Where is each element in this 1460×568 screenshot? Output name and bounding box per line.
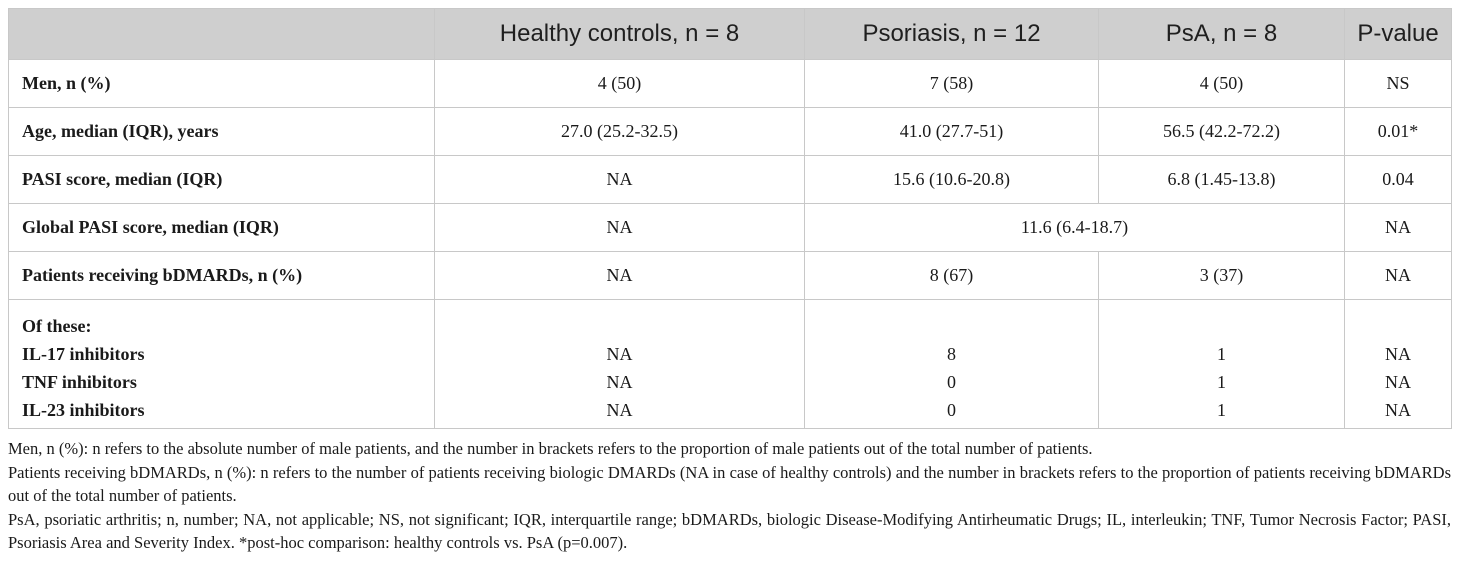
subgroup-psa-cell bbox=[1099, 300, 1345, 429]
table-container bbox=[8, 8, 1451, 555]
cell-psa: 56.5 (42.2-72.2) bbox=[1099, 108, 1345, 156]
table-row-global-pasi bbox=[9, 204, 1452, 252]
cell-healthy: 27.0 (25.2-32.5) bbox=[435, 108, 805, 156]
cell-psoriasis: 8 bbox=[947, 344, 956, 364]
table-row-bdmards bbox=[9, 252, 1452, 300]
header-cell-p-value: P-value bbox=[1345, 9, 1452, 60]
header-cell-psa: PsA, n = 8 bbox=[1099, 9, 1345, 60]
cell-p-value: NA bbox=[1385, 400, 1411, 420]
cell-psoriasis-psa-merged: 11.6 (6.4-18.7) bbox=[805, 204, 1345, 252]
cell-p-value: NA bbox=[1345, 252, 1452, 300]
row-label: Global PASI score, median (IQR) bbox=[9, 204, 435, 252]
cell-psoriasis: 0 bbox=[947, 372, 956, 392]
header-row bbox=[9, 9, 1452, 60]
cell-psa: 1 bbox=[1217, 400, 1226, 420]
cell-psa: 1 bbox=[1217, 372, 1226, 392]
row-label: Age, median (IQR), years bbox=[9, 108, 435, 156]
patient-characteristics-table bbox=[8, 8, 1452, 429]
subgroup-labels bbox=[9, 300, 435, 429]
cell-psa: 1 bbox=[1217, 344, 1226, 364]
cell-psoriasis: 8 (67) bbox=[805, 252, 1099, 300]
cell-psoriasis: 7 (58) bbox=[805, 60, 1099, 108]
subgroup-label-il17: IL-17 inhibitors bbox=[22, 344, 145, 364]
cell-psa: 3 (37) bbox=[1099, 252, 1345, 300]
row-label: PASI score, median (IQR) bbox=[9, 156, 435, 204]
cell-healthy: NA bbox=[606, 400, 633, 420]
table-row-pasi bbox=[9, 156, 1452, 204]
subgroup-label-il23: IL-23 inhibitors bbox=[22, 400, 145, 420]
cell-psa: 6.8 (1.45-13.8) bbox=[1099, 156, 1345, 204]
cell-p-value: NS bbox=[1345, 60, 1452, 108]
subgroup-label-tnf: TNF inhibitors bbox=[22, 372, 137, 392]
cell-p-value: 0.01* bbox=[1345, 108, 1452, 156]
cell-psoriasis: 0 bbox=[947, 400, 956, 420]
cell-p-value: NA bbox=[1345, 204, 1452, 252]
footnote-abbreviations: PsA, psoriatic arthritis; n, number; NA, not applicable; NS, not significant; IQR, interquartile range; bDMARDs, biologic Disease-Modifying Antirheumatic Drugs; IL, interleukin; TNF, Tumor Necrosis Factor; PASI, Psoriasis Area and Severity Index. *post-hoc comparison: healthy controls vs. PsA (p=0.007). bbox=[8, 509, 1451, 552]
cell-healthy: 4 (50) bbox=[435, 60, 805, 108]
subgroup-psoriasis-cell bbox=[805, 300, 1099, 429]
cell-p-value: NA bbox=[1385, 344, 1411, 364]
cell-healthy: NA bbox=[435, 252, 805, 300]
table-row-inhibitors bbox=[9, 300, 1452, 429]
row-label: Patients receiving bDMARDs, n (%) bbox=[9, 252, 435, 300]
table-footnotes bbox=[8, 437, 1451, 555]
row-label: Men, n (%) bbox=[9, 60, 435, 108]
footnote-men: Men, n (%): n refers to the absolute number of male patients, and the number in brackets refers to the proportion of male patients out of the total number of patients. bbox=[8, 439, 1093, 458]
subgroup-heading: Of these: bbox=[22, 316, 92, 336]
cell-p-value: NA bbox=[1385, 372, 1411, 392]
cell-p-value: 0.04 bbox=[1345, 156, 1452, 204]
subgroup-p-value-cell bbox=[1345, 300, 1452, 429]
table-row-men bbox=[9, 60, 1452, 108]
cell-healthy: NA bbox=[435, 156, 805, 204]
header-cell-blank bbox=[9, 9, 435, 60]
cell-psa: 4 (50) bbox=[1099, 60, 1345, 108]
header-cell-psoriasis: Psoriasis, n = 12 bbox=[805, 9, 1099, 60]
cell-psoriasis: 15.6 (10.6-20.8) bbox=[805, 156, 1099, 204]
subgroup-healthy-cell bbox=[435, 300, 805, 429]
footnote-bdmards: Patients receiving bDMARDs, n (%): n refers to the number of patients receiving biologic DMARDs (NA in case of healthy controls) and the number in brackets refers to the proportion of patients receiving bDMARDs out of the total number of patients. bbox=[8, 462, 1451, 505]
cell-healthy: NA bbox=[606, 344, 633, 364]
cell-healthy: NA bbox=[606, 372, 633, 392]
cell-psoriasis: 41.0 (27.7-51) bbox=[805, 108, 1099, 156]
header-cell-healthy-controls: Healthy controls, n = 8 bbox=[435, 9, 805, 60]
table-row-age bbox=[9, 108, 1452, 156]
cell-healthy: NA bbox=[435, 204, 805, 252]
